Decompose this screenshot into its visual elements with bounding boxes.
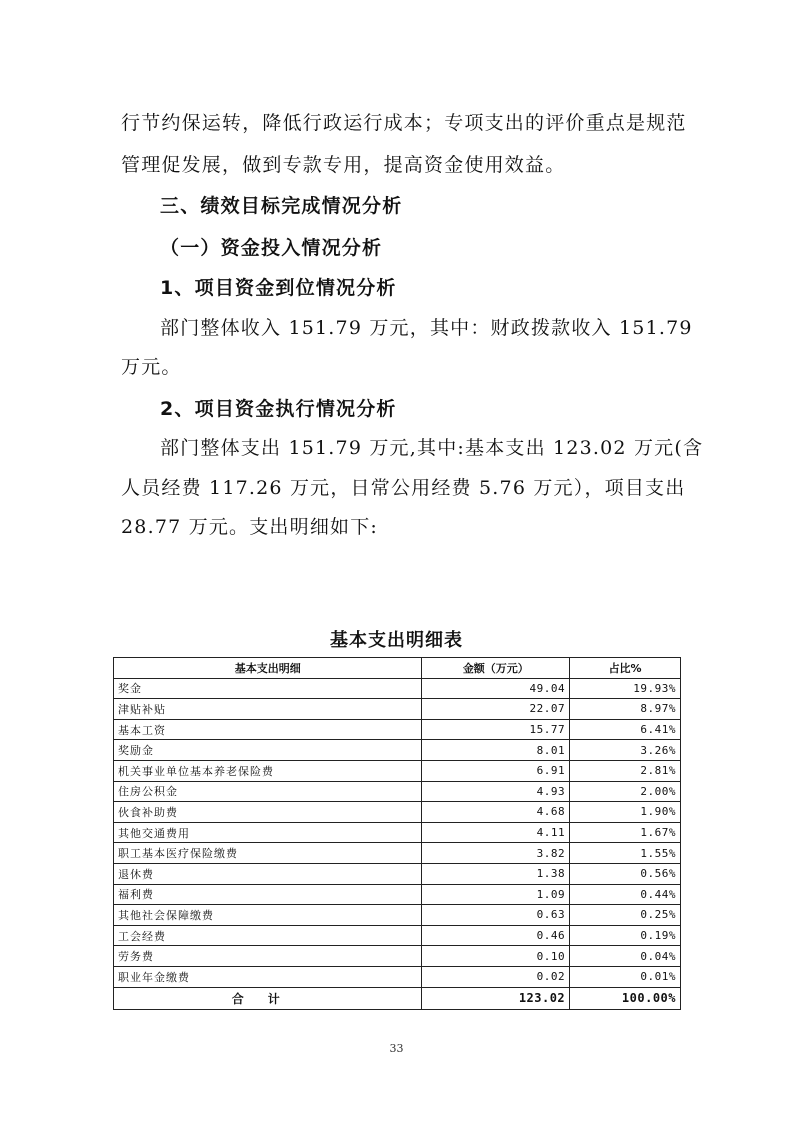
table-row — [114, 699, 681, 720]
row-amount: 3.82 — [422, 843, 570, 864]
row-amount: 4.68 — [422, 802, 570, 823]
row-amount: 15.77 — [422, 719, 570, 740]
paragraph-line: 人员经费 117.26 万元，日常公用经费 5.76 万元），项目支出 — [121, 477, 686, 499]
row-percent: 3.26% — [570, 740, 681, 761]
table-title: 基本支出明细表 — [330, 630, 463, 651]
table-row — [114, 905, 681, 926]
table-row — [114, 925, 681, 946]
row-name: 劳务费 — [114, 946, 422, 967]
header-name: 基本支出明细 — [114, 658, 422, 679]
row-amount: 0.63 — [422, 905, 570, 926]
table-header-row — [114, 658, 681, 679]
table-row — [114, 760, 681, 781]
expense-detail-table — [113, 657, 681, 1010]
row-name: 奖励金 — [114, 740, 422, 761]
row-amount: 4.11 — [422, 822, 570, 843]
row-name: 工会经费 — [114, 925, 422, 946]
row-amount: 0.10 — [422, 946, 570, 967]
row-percent: 2.00% — [570, 781, 681, 802]
row-amount: 22.07 — [422, 699, 570, 720]
row-percent: 0.04% — [570, 946, 681, 967]
row-percent: 2.81% — [570, 760, 681, 781]
paragraph-line: 管理促发展，做到专款专用，提高资金使用效益。 — [121, 154, 566, 176]
row-amount: 49.04 — [422, 678, 570, 699]
paragraph-line: 行节约保运转，降低行政运行成本；专项支出的评价重点是规范 — [121, 112, 687, 134]
row-amount: 1.38 — [422, 863, 570, 884]
row-amount: 0.02 — [422, 966, 570, 987]
row-percent: 1.90% — [570, 802, 681, 823]
page-number: 33 — [389, 1042, 404, 1055]
row-amount: 1.09 — [422, 884, 570, 905]
item-heading: 1、项目资金到位情况分析 — [160, 277, 397, 299]
table-row — [114, 802, 681, 823]
row-percent: 6.41% — [570, 719, 681, 740]
paragraph-line: 部门整体支出 151.79 万元,其中:基本支出 123.02 万元(含 — [160, 437, 704, 459]
row-percent: 0.25% — [570, 905, 681, 926]
row-name: 福利费 — [114, 884, 422, 905]
table-row — [114, 822, 681, 843]
row-percent: 0.19% — [570, 925, 681, 946]
row-name: 住房公积金 — [114, 781, 422, 802]
header-amount: 金额（万元） — [422, 658, 570, 679]
table-row — [114, 719, 681, 740]
row-amount: 4.93 — [422, 781, 570, 802]
table-row — [114, 966, 681, 987]
table-row — [114, 781, 681, 802]
row-amount: 0.46 — [422, 925, 570, 946]
table-row — [114, 678, 681, 699]
section-heading: 三、绩效目标完成情况分析 — [160, 195, 403, 217]
total-percent: 100.00% — [570, 987, 681, 1009]
row-name: 津贴补贴 — [114, 699, 422, 720]
row-name: 伙食补助费 — [114, 802, 422, 823]
table-row — [114, 740, 681, 761]
header-percent: 占比% — [570, 658, 681, 679]
row-percent: 0.44% — [570, 884, 681, 905]
row-name: 奖金 — [114, 678, 422, 699]
row-percent: 1.67% — [570, 822, 681, 843]
row-name: 职工基本医疗保险缴费 — [114, 843, 422, 864]
row-name: 其他社会保障缴费 — [114, 905, 422, 926]
item-heading: 2、项目资金执行情况分析 — [160, 398, 397, 420]
row-percent: 8.97% — [570, 699, 681, 720]
table-row — [114, 863, 681, 884]
row-percent: 19.93% — [570, 678, 681, 699]
row-name: 机关事业单位基本养老保险费 — [114, 760, 422, 781]
paragraph-line: 部门整体收入 151.79 万元，其中：财政拨款收入 151.79 — [160, 317, 693, 339]
total-amount: 123.02 — [422, 987, 570, 1009]
row-name: 基本工资 — [114, 719, 422, 740]
table-total-row — [114, 987, 681, 1009]
row-name: 其他交通费用 — [114, 822, 422, 843]
row-name: 退休费 — [114, 863, 422, 884]
row-percent: 0.01% — [570, 966, 681, 987]
row-amount: 8.01 — [422, 740, 570, 761]
paragraph-line: 万元。 — [121, 356, 182, 378]
subsection-heading: （一）资金投入情况分析 — [160, 237, 383, 259]
total-label: 合计 — [114, 987, 422, 1009]
table-row — [114, 884, 681, 905]
row-percent: 1.55% — [570, 843, 681, 864]
row-name: 职业年金缴费 — [114, 966, 422, 987]
row-amount: 6.91 — [422, 760, 570, 781]
row-percent: 0.56% — [570, 863, 681, 884]
table-row — [114, 946, 681, 967]
paragraph-line: 28.77 万元。支出明细如下: — [121, 516, 379, 538]
table-row — [114, 843, 681, 864]
